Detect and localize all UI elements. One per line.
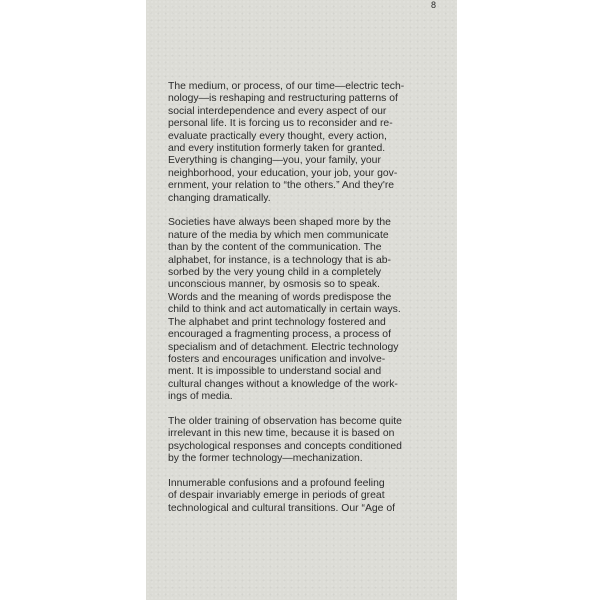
paragraph-1 [168, 81, 444, 205]
text-line: technological and cultural transitions. Our “Age of [168, 502, 395, 514]
text-line: The medium, or process, of our time—electric tech- [168, 81, 405, 92]
paragraph-2 [168, 217, 444, 403]
text-line: Innumerable confusions and a profound feeling [168, 477, 385, 489]
paragraph-4 [168, 478, 444, 515]
text-line: The alphabet and print technology fostered and [168, 316, 386, 328]
text-line: fosters and encourages unification and involve- [168, 353, 386, 365]
text-line: alphabet, for instance, is a technology that is ab- [168, 254, 391, 266]
text-line: ings of media. [168, 391, 233, 403]
text-line: and every institution formerly taken for granted. [168, 143, 386, 155]
paragraph-3 [168, 416, 444, 466]
text-line: nology—is reshaping and restructuring patterns of [168, 93, 398, 105]
text-line: unconscious manner, by osmosis so to speak. [168, 279, 380, 291]
text-line: The older training of observation has become quite [168, 415, 402, 427]
page-number: 8 [430, 0, 436, 10]
text-line: nature of the media by which men communicate [168, 229, 389, 241]
text-line: specialism and of detachment. Electric technology [168, 341, 399, 353]
text-line: ment. It is impossible to understand social and [168, 366, 382, 378]
text-line: Words and the meaning of words predispose the [168, 291, 392, 303]
text-line: changing dramatically. [168, 192, 271, 204]
text-line: social interdependence and every aspect of our [168, 105, 387, 117]
text-line: encouraged a fragmenting process, a process of [168, 329, 391, 341]
text-line: evaluate practically every thought, every action, [168, 130, 387, 142]
text-line: Societies have always been shaped more by the [168, 217, 391, 229]
text-line: psychological responses and concepts conditioned [168, 440, 402, 452]
text-line: than by the content of the communication. The [168, 242, 382, 254]
body-text [168, 81, 444, 528]
text-line: neighborhood, your education, your job, your gov- [168, 167, 398, 179]
text-line: Everything is changing—you, your family, your [168, 155, 381, 167]
text-line: personal life. It is forcing us to reconsider and re- [168, 118, 393, 130]
text-line: ernment, your relation to “the others.” And they're [168, 180, 395, 192]
book-page [146, 0, 457, 600]
text-line: sorbed by the very young child in a completely [168, 267, 382, 279]
text-line: child to think and act automatically in certain ways. [168, 304, 401, 316]
text-line: of despair invariably emerge in periods of great [168, 490, 385, 502]
text-line: by the former technology—mechanization. [168, 453, 363, 465]
text-line: irrelevant in this new time, because it is based on [168, 428, 395, 440]
text-line: cultural changes without a knowledge of the work- [168, 378, 398, 390]
